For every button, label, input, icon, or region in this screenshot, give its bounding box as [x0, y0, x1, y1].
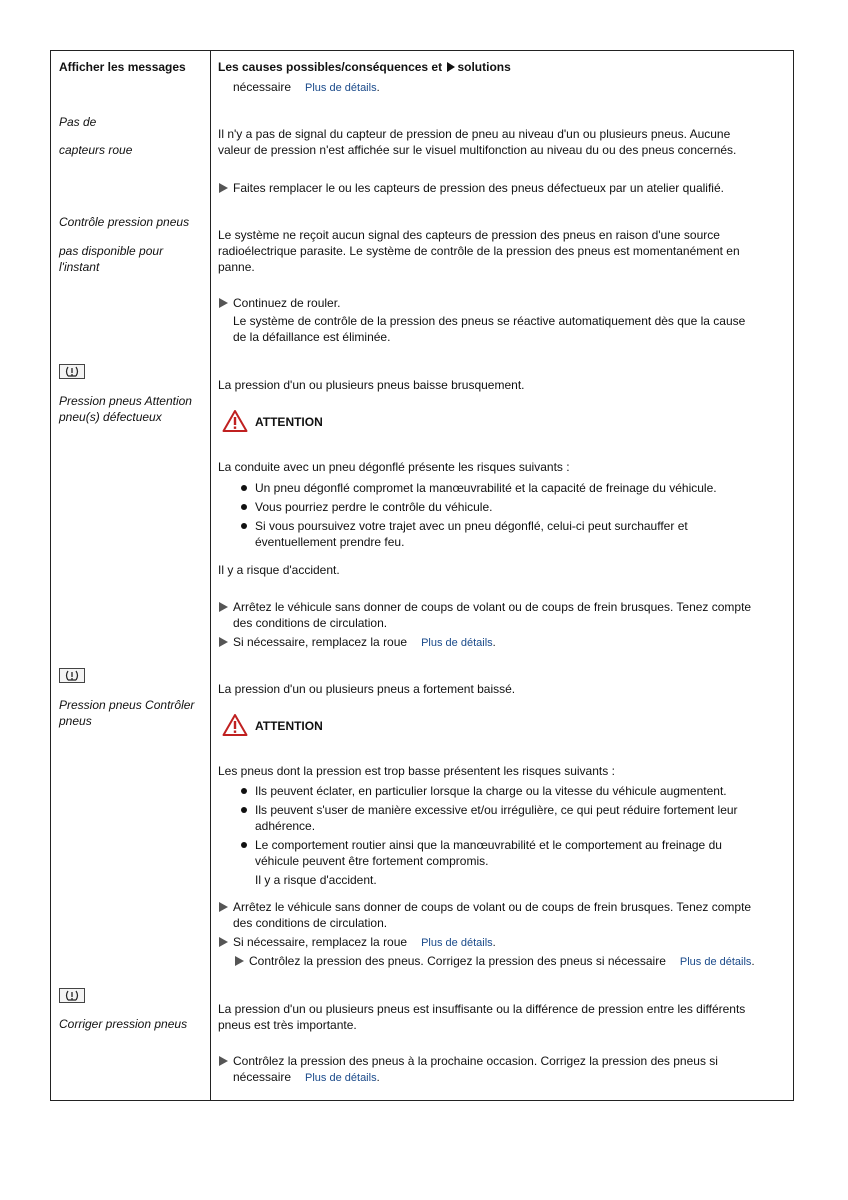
details-link[interactable]: Plus de détails. [421, 637, 496, 649]
details-link[interactable]: Plus de détails. [305, 82, 380, 94]
correct-desc-2: pneus est très importante. [218, 1018, 357, 1032]
defective-bullet-1: Un pneu dégonflé compromet la manœuvrabilité et la capacité de freinage du véhicule. [255, 481, 717, 495]
solution-arrow-icon [447, 62, 455, 72]
defective-bullet-2: Vous pourriez perdre le contrôle du véhicule. [255, 500, 493, 514]
defective-action-2: Si nécessaire, remplacez la roue Plus de détails. [233, 635, 496, 649]
check-action-1a: Arrêtez le véhicule sans donner de coups de volant ou de coups de frein brusques. Tenez compte [233, 900, 752, 914]
defective-risk: Il y a risque d'accident. [218, 563, 340, 577]
action-arrow-icon [219, 298, 228, 308]
defective-label-2: pneu(s) défectueux [59, 410, 162, 424]
tire-pressure-icon [59, 364, 85, 379]
unavailable-action-sub-1: Le système de contrôle de la pression des pneus se réactive automatiquement dès que la cause [233, 314, 746, 328]
warning-triangle-icon [222, 713, 248, 737]
check-label-1: Pression pneus Contrôler [59, 698, 195, 712]
action-arrow-icon [219, 1056, 228, 1066]
tire-pressure-icon [59, 668, 85, 683]
correct-action-2: nécessaire Plus de détails. [233, 1070, 380, 1084]
bullet-icon [241, 807, 247, 813]
unavailable-desc-1: Le système ne reçoit aucun signal des capteurs de pression des pneus en raison d'une source [218, 228, 720, 242]
check-intro: Les pneus dont la pression est trop basse présentent les risques suivants : [218, 764, 615, 778]
check-warning-title: ATTENTION [255, 719, 323, 733]
details-link[interactable]: Plus de détails. [305, 1072, 380, 1084]
check-bullet-1: Ils peuvent éclater, en particulier lorsque la charge ou la vitesse du véhicule augmentent. [255, 784, 727, 798]
defective-desc: La pression d'un ou plusieurs pneus baisse brusquement. [218, 378, 525, 392]
action-arrow-icon [219, 637, 228, 647]
check-bullet-2b: adhérence. [255, 819, 316, 833]
defective-bullet-3a: Si vous poursuivez votre trajet avec un pneu dégonflé, celui-ci peut surchauffer et [255, 519, 688, 533]
defective-warning-title: ATTENTION [255, 415, 323, 429]
bullet-icon [241, 485, 247, 491]
check-action-1b: des conditions de circulation. [233, 916, 388, 930]
unavailable-action-sub-2: de la défaillance est éliminée. [233, 330, 391, 344]
defective-label-1: Pression pneus Attention [59, 394, 192, 408]
action-arrow-icon [219, 602, 228, 612]
correct-action-1: Contrôlez la pression des pneus à la prochaine occasion. Corrigez la pression des pneus si [233, 1054, 718, 1068]
check-action-2: Si nécessaire, remplacez la roue Plus de détails. [233, 935, 496, 949]
header-right: Les causes possibles/conséquences et solutions [218, 60, 511, 74]
sensors-desc-1: Il n'y a pas de signal du capteur de pression de pneu au niveau d'un ou plusieurs pneus. Aucune [218, 127, 731, 141]
check-risk: Il y a risque d'accident. [255, 873, 377, 887]
details-link[interactable]: Plus de détails. [679, 956, 755, 968]
column-divider [210, 51, 211, 1100]
defective-action-1b: des conditions de circulation. [233, 616, 388, 630]
bullet-icon [241, 788, 247, 794]
message-table [50, 50, 794, 1101]
sensors-desc-2: valeur de pression n'est affichée sur le visuel multifonction au niveau du ou des pneus concernés. [218, 143, 737, 157]
defective-action-1a: Arrêtez le véhicule sans donner de coups de volant ou de coups de frein brusques. Tenez compte [233, 600, 752, 614]
tire-pressure-icon [59, 988, 85, 1003]
check-action-3: Contrôlez la pression des pneus. Corrigez la pression des pneus si nécessaire Plus de détails. [249, 954, 755, 968]
unavailable-desc-3: panne. [218, 260, 255, 274]
sensors-action: Faites remplacer le ou les capteurs de pression des pneus défectueux par un atelier qualifié. [233, 181, 724, 195]
check-bullet-2a: Ils peuvent s'user de manière excessive et/ou irrégulière, ce qui peut réduire fortement leur [255, 803, 738, 817]
action-arrow-icon [235, 956, 244, 966]
action-arrow-icon [219, 937, 228, 947]
header-left: Afficher les messages [59, 60, 186, 74]
correct-desc-1: La pression d'un ou plusieurs pneus est insuffisante ou la différence de pression entre les différents [218, 1002, 746, 1016]
unavailable-action: Continuez de rouler. [233, 296, 341, 310]
unavailable-label-1: Contrôle pression pneus [59, 215, 190, 229]
correct-label: Corriger pression pneus [59, 1017, 188, 1031]
check-label-2: pneus [59, 714, 92, 728]
details-link[interactable]: Plus de détails. [421, 937, 496, 949]
bullet-icon [241, 504, 247, 510]
sensors-label-1: Pas de [59, 115, 97, 129]
check-bullet-3a: Le comportement routier ainsi que la manœuvrabilité et le comportement au freinage du [255, 838, 722, 852]
sensors-label-2: capteurs roue [59, 143, 133, 157]
warning-triangle-icon [222, 409, 248, 433]
check-bullet-3b: véhicule peuvent être fortement compromis. [255, 854, 489, 868]
unavailable-label-3: l'instant [59, 260, 100, 274]
top-continuation: nécessaire Plus de détails. [233, 80, 380, 94]
action-arrow-icon [219, 902, 228, 912]
action-arrow-icon [219, 183, 228, 193]
defective-intro: La conduite avec un pneu dégonflé présente les risques suivants : [218, 460, 570, 474]
check-desc: La pression d'un ou plusieurs pneus a fortement baissé. [218, 682, 516, 696]
unavailable-label-2: pas disponible pour [59, 244, 164, 258]
unavailable-desc-2: radioélectrique parasite. Le système de contrôle de la pression des pneus est momentanément en [218, 244, 740, 258]
defective-bullet-3b: éventuellement prendre feu. [255, 535, 405, 549]
bullet-icon [241, 523, 247, 529]
bullet-icon [241, 842, 247, 848]
